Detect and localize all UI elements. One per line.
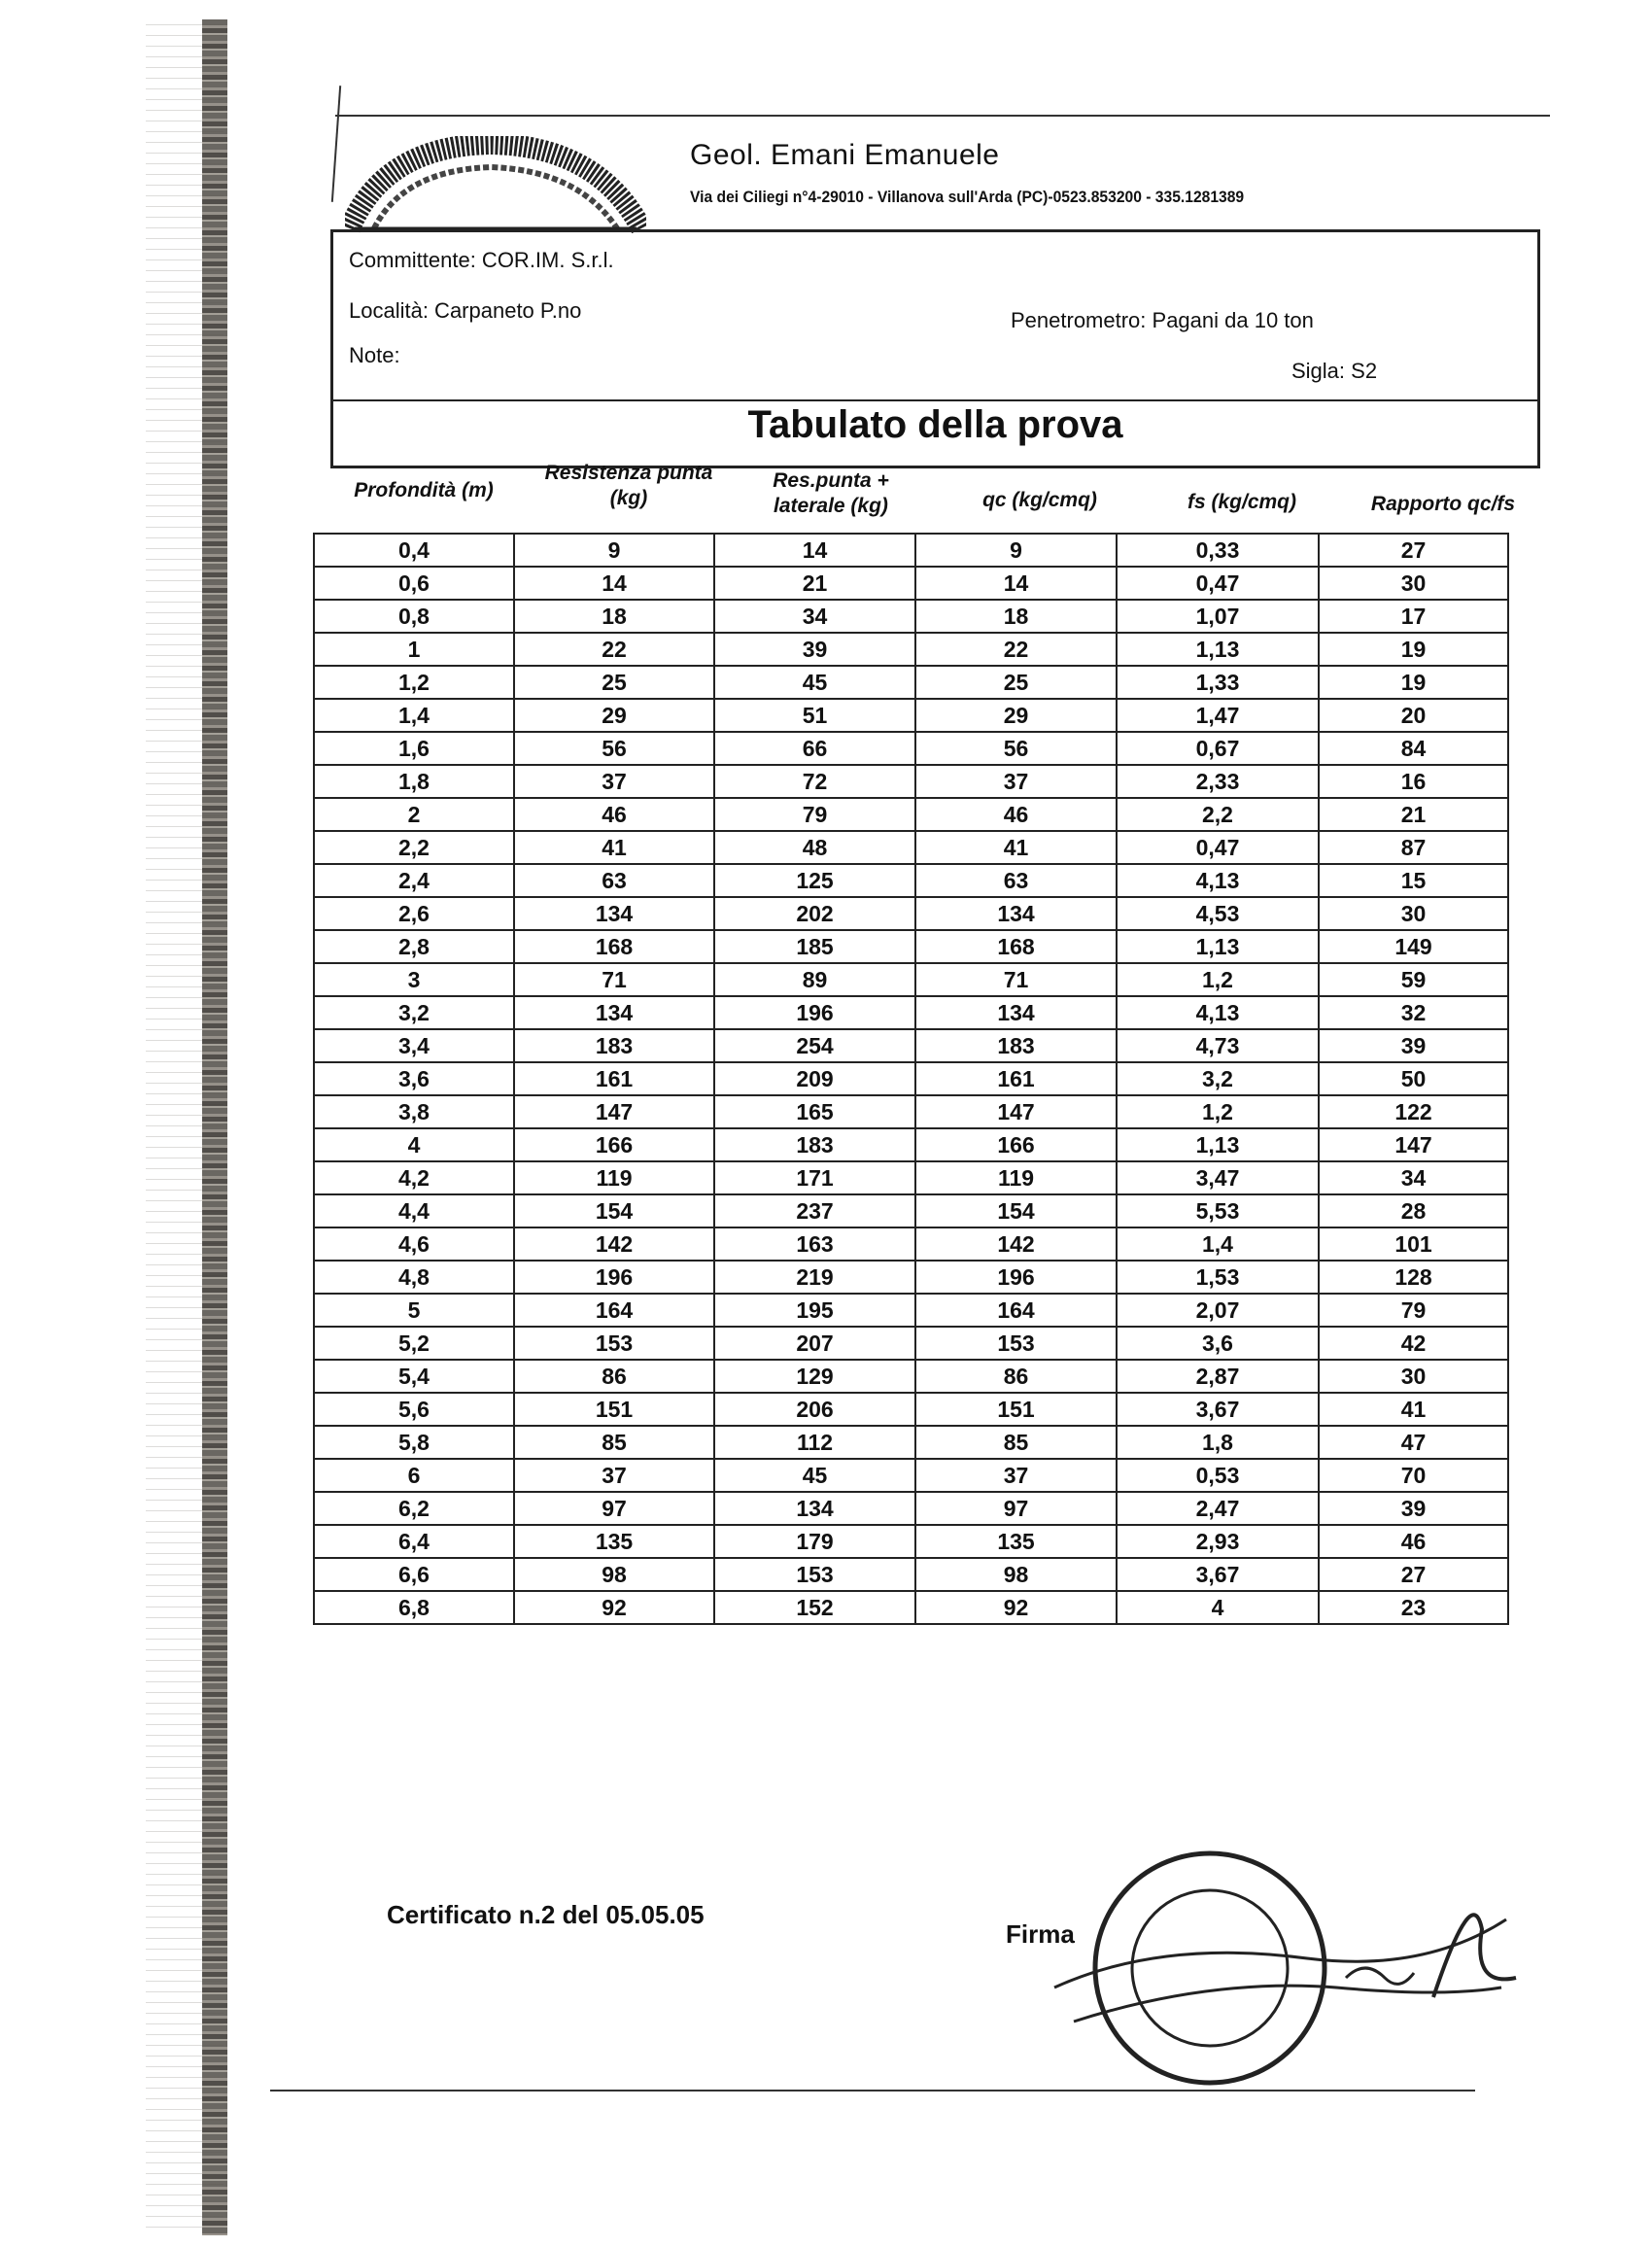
table-cell: 4,53 — [1117, 897, 1319, 930]
table-cell: 22 — [514, 633, 714, 666]
column-header-fs: fs (kg/cmq) — [1187, 491, 1296, 513]
table-cell: 79 — [1319, 1294, 1508, 1327]
table-cell: 119 — [915, 1161, 1117, 1194]
table-row — [314, 1095, 1508, 1128]
table-cell: 1,2 — [1117, 1095, 1319, 1128]
table-cell: 147 — [514, 1095, 714, 1128]
table-row — [314, 1492, 1508, 1525]
table-cell: 2,8 — [314, 930, 514, 963]
table-cell: 3,47 — [1117, 1161, 1319, 1194]
table-cell: 47 — [1319, 1426, 1508, 1459]
table-cell: 207 — [714, 1327, 915, 1360]
company-logo — [345, 136, 646, 233]
table-row — [314, 1128, 1508, 1161]
table-cell: 119 — [514, 1161, 714, 1194]
table-row — [314, 930, 1508, 963]
table-cell: 85 — [915, 1426, 1117, 1459]
table-cell: 0,47 — [1117, 831, 1319, 864]
table-cell: 2 — [314, 798, 514, 831]
table-cell: 1,33 — [1117, 666, 1319, 699]
table-cell: 152 — [714, 1591, 915, 1624]
table-cell: 4 — [314, 1128, 514, 1161]
table-cell: 46 — [1319, 1525, 1508, 1558]
table-cell: 86 — [915, 1360, 1117, 1393]
table-cell: 41 — [514, 831, 714, 864]
signature-label: Firma — [1006, 1919, 1075, 1949]
table-cell: 48 — [714, 831, 915, 864]
table-cell: 163 — [714, 1227, 915, 1261]
table-cell: 166 — [514, 1128, 714, 1161]
table-cell: 37 — [514, 1459, 714, 1492]
table-cell: 1 — [314, 633, 514, 666]
table-cell: 166 — [915, 1128, 1117, 1161]
table-cell: 3 — [314, 963, 514, 996]
table-cell: 70 — [1319, 1459, 1508, 1492]
scan-binding-edge — [202, 19, 227, 2235]
table-cell: 2,2 — [1117, 798, 1319, 831]
table-cell: 161 — [915, 1062, 1117, 1095]
table-cell: 3,2 — [1117, 1062, 1319, 1095]
table-row — [314, 864, 1508, 897]
table-cell: 151 — [514, 1393, 714, 1426]
table-cell: 4,8 — [314, 1261, 514, 1294]
table-row — [314, 1327, 1508, 1360]
info-box — [330, 229, 1540, 468]
table-cell: 23 — [1319, 1591, 1508, 1624]
table-cell: 50 — [1319, 1062, 1508, 1095]
table-cell: 92 — [915, 1591, 1117, 1624]
table-cell: 0,33 — [1117, 534, 1319, 567]
table-cell: 2,47 — [1117, 1492, 1319, 1525]
table-cell: 142 — [514, 1227, 714, 1261]
table-cell: 5,53 — [1117, 1194, 1319, 1227]
table-cell: 39 — [1319, 1029, 1508, 1062]
table-cell: 209 — [714, 1062, 915, 1095]
table-row — [314, 1558, 1508, 1591]
table-cell: 0,8 — [314, 600, 514, 633]
table-cell: 134 — [714, 1492, 915, 1525]
table-cell: 22 — [915, 633, 1117, 666]
table-cell: 9 — [514, 534, 714, 567]
header-rule — [335, 115, 1550, 117]
table-cell: 2,87 — [1117, 1360, 1319, 1393]
table-cell: 34 — [714, 600, 915, 633]
table-cell: 63 — [915, 864, 1117, 897]
table-cell: 29 — [915, 699, 1117, 732]
table-cell: 1,2 — [1117, 963, 1319, 996]
table-cell: 206 — [714, 1393, 915, 1426]
table-cell: 18 — [915, 600, 1117, 633]
table-cell: 56 — [915, 732, 1117, 765]
table-cell: 0,47 — [1117, 567, 1319, 600]
table-row — [314, 996, 1508, 1029]
table-cell: 45 — [714, 666, 915, 699]
table-row — [314, 633, 1508, 666]
table-row — [314, 534, 1508, 567]
table-cell: 41 — [1319, 1393, 1508, 1426]
table-cell: 87 — [1319, 831, 1508, 864]
table-cell: 5,2 — [314, 1327, 514, 1360]
table-cell: 6,2 — [314, 1492, 514, 1525]
table-cell: 122 — [1319, 1095, 1508, 1128]
table-cell: 14 — [514, 567, 714, 600]
certificate-number: Certificato n.2 del 05.05.05 — [387, 1900, 705, 1929]
table-cell: 219 — [714, 1261, 915, 1294]
column-header-qc: qc (kg/cmq) — [982, 489, 1097, 511]
table-cell: 85 — [514, 1426, 714, 1459]
table-cell: 2,2 — [314, 831, 514, 864]
table-cell: 1,13 — [1117, 930, 1319, 963]
table-cell: 147 — [1319, 1128, 1508, 1161]
table-cell: 56 — [514, 732, 714, 765]
table-cell: 183 — [714, 1128, 915, 1161]
table-cell: 3,4 — [314, 1029, 514, 1062]
table-row — [314, 1029, 1508, 1062]
table-row — [314, 798, 1508, 831]
table-row — [314, 1294, 1508, 1327]
table-cell: 19 — [1319, 666, 1508, 699]
info-divider — [333, 399, 1537, 401]
table-cell: 4,13 — [1117, 996, 1319, 1029]
table-cell: 134 — [915, 996, 1117, 1029]
table-cell: 4,13 — [1117, 864, 1319, 897]
table-cell: 84 — [1319, 732, 1508, 765]
table-cell: 16 — [1319, 765, 1508, 798]
table-cell: 1,13 — [1117, 633, 1319, 666]
table-row — [314, 831, 1508, 864]
table-row — [314, 567, 1508, 600]
table-row — [314, 1591, 1508, 1624]
sigla: Sigla: S2 — [1291, 359, 1378, 383]
table-cell: 254 — [714, 1029, 915, 1062]
table-cell: 25 — [915, 666, 1117, 699]
table-cell: 196 — [714, 996, 915, 1029]
penetration-data-table — [313, 533, 1509, 1625]
table-cell: 128 — [1319, 1261, 1508, 1294]
table-cell: 86 — [514, 1360, 714, 1393]
table-row — [314, 1360, 1508, 1393]
table-cell: 97 — [915, 1492, 1117, 1525]
table-cell: 19 — [1319, 633, 1508, 666]
table-row — [314, 1062, 1508, 1095]
table-cell: 183 — [514, 1029, 714, 1062]
table-cell: 46 — [514, 798, 714, 831]
table-cell: 165 — [714, 1095, 915, 1128]
table-title: Tabulato della prova — [747, 403, 1123, 446]
table-cell: 37 — [915, 1459, 1117, 1492]
column-header-tip-lateral-resistance: Res.punta + laterale (kg) — [773, 469, 889, 517]
table-cell: 18 — [514, 600, 714, 633]
table-cell: 63 — [514, 864, 714, 897]
table-cell: 135 — [514, 1525, 714, 1558]
table-cell: 98 — [915, 1558, 1117, 1591]
table-cell: 164 — [514, 1294, 714, 1327]
table-cell: 1,8 — [314, 765, 514, 798]
table-cell: 153 — [915, 1327, 1117, 1360]
table-cell: 17 — [1319, 600, 1508, 633]
table-cell: 125 — [714, 864, 915, 897]
table-cell: 66 — [714, 732, 915, 765]
company-address: Via dei Ciliegi n°4-29010 - Villanova sull'Arda (PC)-0523.853200 - 335.1281389 — [690, 188, 1245, 206]
table-row — [314, 963, 1508, 996]
table-cell: 9 — [915, 534, 1117, 567]
table-cell: 161 — [514, 1062, 714, 1095]
table-cell: 41 — [915, 831, 1117, 864]
table-cell: 179 — [714, 1525, 915, 1558]
table-cell: 6,4 — [314, 1525, 514, 1558]
table-cell: 1,4 — [1117, 1227, 1319, 1261]
table-cell: 2,6 — [314, 897, 514, 930]
table-cell: 0,53 — [1117, 1459, 1319, 1492]
table-cell: 21 — [1319, 798, 1508, 831]
table-cell: 134 — [915, 897, 1117, 930]
table-cell: 154 — [915, 1194, 1117, 1227]
table-cell: 196 — [514, 1261, 714, 1294]
table-cell: 14 — [915, 567, 1117, 600]
table-cell: 195 — [714, 1294, 915, 1327]
table-cell: 168 — [915, 930, 1117, 963]
committente: Committente: COR.IM. S.r.l. — [349, 248, 614, 272]
localita: Località: Carpaneto P.no — [349, 298, 582, 323]
table-cell: 3,67 — [1117, 1393, 1319, 1426]
table-cell: 4,73 — [1117, 1029, 1319, 1062]
table-cell: 1,6 — [314, 732, 514, 765]
table-row — [314, 732, 1508, 765]
table-cell: 45 — [714, 1459, 915, 1492]
table-cell: 4,4 — [314, 1194, 514, 1227]
table-cell: 4,6 — [314, 1227, 514, 1261]
table-cell: 101 — [1319, 1227, 1508, 1261]
table-cell: 237 — [714, 1194, 915, 1227]
table-cell: 51 — [714, 699, 915, 732]
table-cell: 168 — [514, 930, 714, 963]
table-cell: 34 — [1319, 1161, 1508, 1194]
table-row — [314, 1459, 1508, 1492]
table-row — [314, 600, 1508, 633]
table-cell: 25 — [514, 666, 714, 699]
table-cell: 14 — [714, 534, 915, 567]
table-cell: 135 — [915, 1525, 1117, 1558]
header-corner-rule — [331, 86, 341, 202]
table-cell: 20 — [1319, 699, 1508, 732]
table-cell: 71 — [514, 963, 714, 996]
table-cell: 4 — [1117, 1591, 1319, 1624]
table-cell: 6 — [314, 1459, 514, 1492]
table-cell: 164 — [915, 1294, 1117, 1327]
table-cell: 27 — [1319, 534, 1508, 567]
table-cell: 151 — [915, 1393, 1117, 1426]
table-cell: 98 — [514, 1558, 714, 1591]
table-cell: 202 — [714, 897, 915, 930]
table-cell: 5,4 — [314, 1360, 514, 1393]
table-cell: 134 — [514, 897, 714, 930]
table-cell: 3,67 — [1117, 1558, 1319, 1591]
table-cell: 1,8 — [1117, 1426, 1319, 1459]
table-cell: 21 — [714, 567, 915, 600]
table-cell: 0,67 — [1117, 732, 1319, 765]
table-cell: 71 — [915, 963, 1117, 996]
table-cell: 147 — [915, 1095, 1117, 1128]
table-cell: 196 — [915, 1261, 1117, 1294]
penetrometro: Penetrometro: Pagani da 10 ton — [1011, 308, 1314, 332]
table-row — [314, 1194, 1508, 1227]
table-cell: 153 — [514, 1327, 714, 1360]
table-cell: 37 — [514, 765, 714, 798]
table-row — [314, 765, 1508, 798]
table-cell: 92 — [514, 1591, 714, 1624]
table-cell: 59 — [1319, 963, 1508, 996]
table-cell: 3,6 — [314, 1062, 514, 1095]
table-cell: 97 — [514, 1492, 714, 1525]
table-cell: 79 — [714, 798, 915, 831]
table-cell: 46 — [915, 798, 1117, 831]
table-cell: 4,2 — [314, 1161, 514, 1194]
table-cell: 3,8 — [314, 1095, 514, 1128]
table-cell: 6,8 — [314, 1591, 514, 1624]
table-cell: 1,13 — [1117, 1128, 1319, 1161]
table-cell: 5,6 — [314, 1393, 514, 1426]
table-cell: 1,53 — [1117, 1261, 1319, 1294]
table-cell: 129 — [714, 1360, 915, 1393]
table-cell: 1,47 — [1117, 699, 1319, 732]
table-cell: 112 — [714, 1426, 915, 1459]
table-cell: 39 — [1319, 1492, 1508, 1525]
table-row — [314, 1426, 1508, 1459]
table-cell: 2,4 — [314, 864, 514, 897]
table-cell: 142 — [915, 1227, 1117, 1261]
table-cell: 153 — [714, 1558, 915, 1591]
company-name: Geol. Emani Emanuele — [690, 139, 1000, 171]
table-cell: 0,4 — [314, 534, 514, 567]
table-cell: 15 — [1319, 864, 1508, 897]
table-row — [314, 1525, 1508, 1558]
table-row — [314, 1261, 1508, 1294]
table-row — [314, 1393, 1508, 1426]
table-cell: 5,8 — [314, 1426, 514, 1459]
table-cell: 149 — [1319, 930, 1508, 963]
table-cell: 6,6 — [314, 1558, 514, 1591]
table-cell: 2,93 — [1117, 1525, 1319, 1558]
table-cell: 3,6 — [1117, 1327, 1319, 1360]
column-header-qc-fs-ratio: Rapporto qc/fs — [1370, 493, 1516, 515]
table-cell: 30 — [1319, 897, 1508, 930]
table-cell: 30 — [1319, 567, 1508, 600]
table-cell: 89 — [714, 963, 915, 996]
table-cell: 30 — [1319, 1360, 1508, 1393]
table-cell: 39 — [714, 633, 915, 666]
table-cell: 37 — [915, 765, 1117, 798]
table-cell: 3,2 — [314, 996, 514, 1029]
table-cell: 2,33 — [1117, 765, 1319, 798]
table-cell: 32 — [1319, 996, 1508, 1029]
table-cell: 1,2 — [314, 666, 514, 699]
table-row — [314, 1161, 1508, 1194]
table-cell: 183 — [915, 1029, 1117, 1062]
table-cell: 29 — [514, 699, 714, 732]
table-cell: 28 — [1319, 1194, 1508, 1227]
note: Note: — [349, 343, 400, 367]
table-row — [314, 1227, 1508, 1261]
table-cell: 154 — [514, 1194, 714, 1227]
table-cell: 5 — [314, 1294, 514, 1327]
table-cell: 0,6 — [314, 567, 514, 600]
table-row — [314, 699, 1508, 732]
footer-rule — [270, 2090, 1475, 2091]
table-cell: 27 — [1319, 1558, 1508, 1591]
table-cell: 1,4 — [314, 699, 514, 732]
table-cell: 1,07 — [1117, 600, 1319, 633]
table-cell: 171 — [714, 1161, 915, 1194]
table-cell: 134 — [514, 996, 714, 1029]
table-cell: 42 — [1319, 1327, 1508, 1360]
table-cell: 72 — [714, 765, 915, 798]
table-cell: 2,07 — [1117, 1294, 1319, 1327]
column-header-tip-resistance: Resistenza punta (kg) — [544, 462, 713, 509]
table-cell: 185 — [714, 930, 915, 963]
table-row — [314, 897, 1508, 930]
column-header-depth: Profondità (m) — [354, 479, 494, 501]
table-row — [314, 666, 1508, 699]
geologist-stamp-and-signature — [1015, 1842, 1521, 2094]
